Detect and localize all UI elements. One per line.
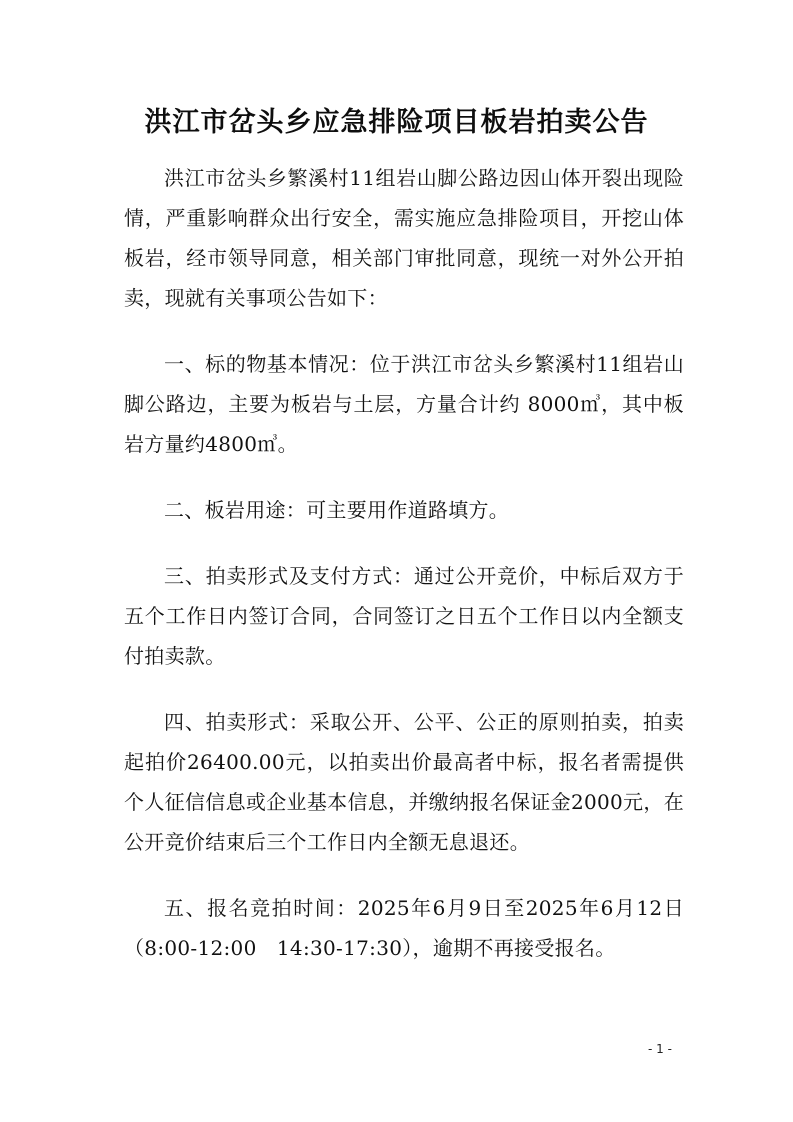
intro-paragraph: 洪江市岔头乡繁溪村11组岩山脚公路边因山体开裂出现险情，严重影响群众出行安全，需实施应急排险项目，开挖山体板岩，经市领导同意，相关部门审批同意，现统一对外公开拍卖，现就有关事项公告如下：: [124, 166, 684, 310]
section-2-paragraph: 二、板岩用途：可主要用作道路填方。: [164, 498, 510, 522]
section-1-paragraph: 一、标的物基本情况：位于洪江市岔头乡繁溪村11组岩山脚公路边，主要为板岩与土层，方量合计约 8000㎥，其中板岩方量约4800㎥。: [124, 352, 684, 456]
page-number: - 1 -: [648, 1042, 672, 1056]
section-3-paragraph: 三、拍卖形式及支付方式：通过公开竞价，中标后双方于五个工作日内签订合同，合同签订之日五个工作日以内全额支付拍卖款。: [124, 564, 684, 668]
section-5-paragraph: 五、报名竞拍时间：2025年6月9日至2025年6月12日（8:00-12:00 14:30-17:30），逾期不再接受报名。: [124, 896, 684, 960]
document-body: [124, 158, 684, 994]
section-4-paragraph: 四、拍卖形式：采取公开、公平、公正的原则拍卖，拍卖起拍价26400.00元，以拍卖出价最高者中标，报名者需提供个人征信信息或企业基本信息，并缴纳报名保证金2000元，在公开竞价结束后三个工作日内全额无息退还。: [124, 710, 684, 854]
document-title: 洪江市岔头乡应急排险项目板岩拍卖公告: [144, 107, 649, 138]
